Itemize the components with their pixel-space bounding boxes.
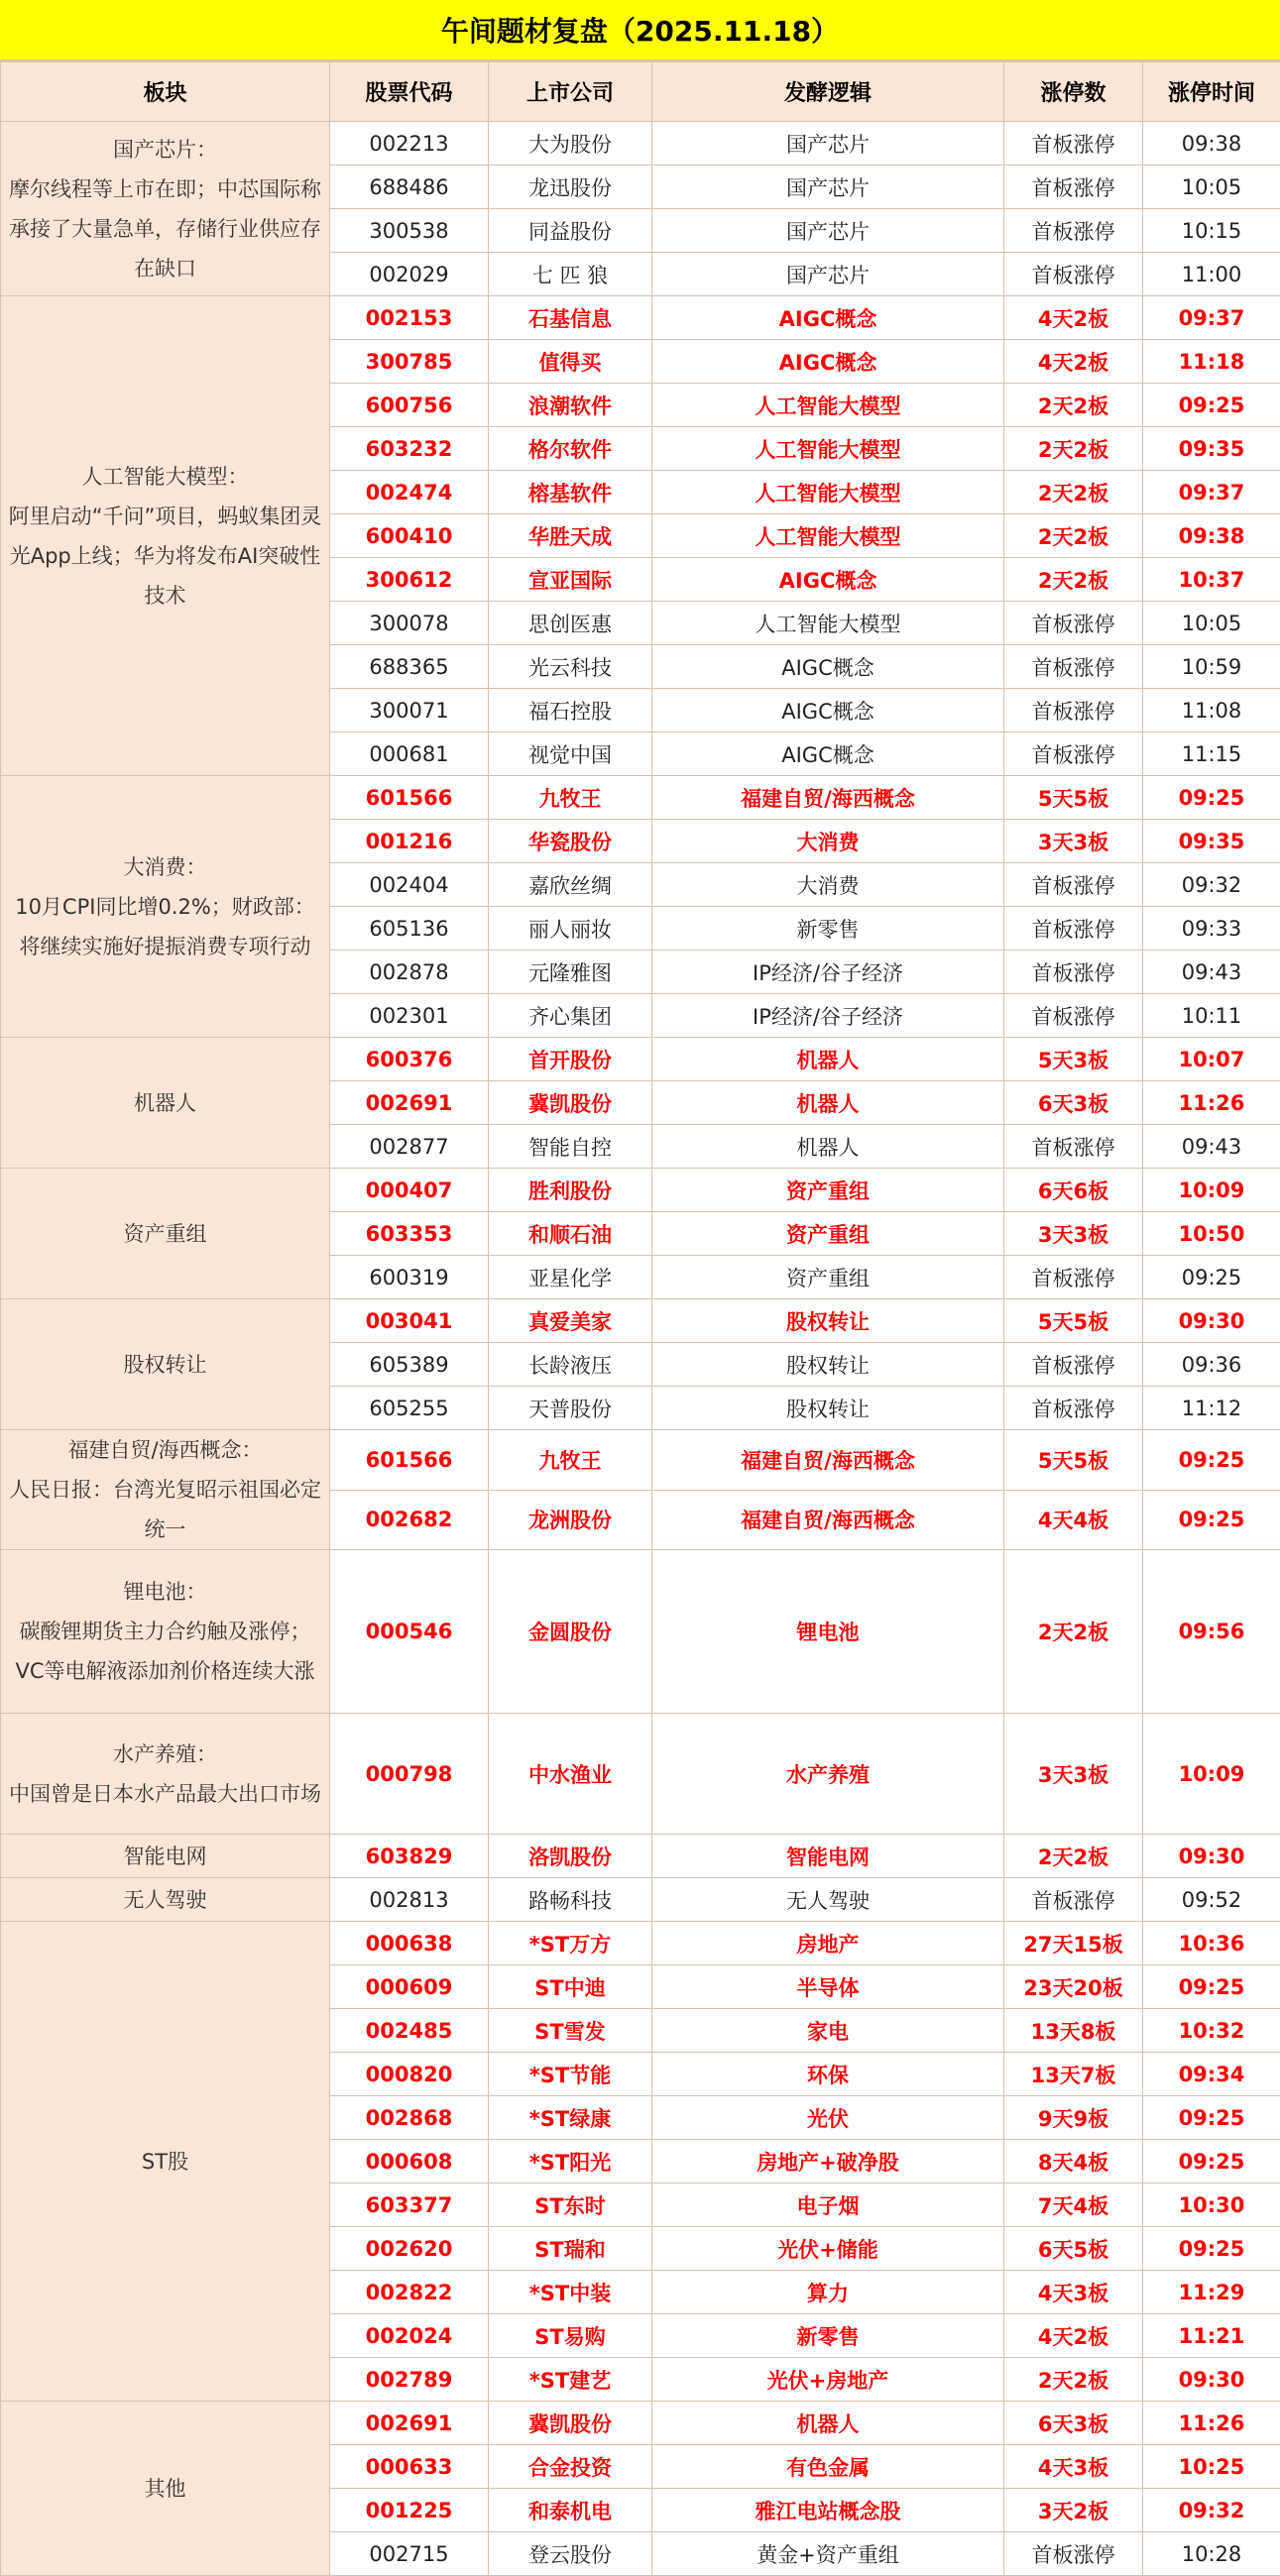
stock-code-cell: 300612 (330, 558, 489, 602)
sector-cell: 锂电池： 碳酸锂期货主力合约触及涨停；VC等电解液添加剂价格连续大涨 (1, 1550, 330, 1714)
stock-code-cell: 002813 (330, 1878, 489, 1922)
logic-cell: 福建自贸/海西概念 (652, 1430, 1004, 1491)
col-header-logic: 发酵逻辑 (652, 62, 1004, 122)
limit-up-time-cell: 10:07 (1143, 1038, 1280, 1081)
company-name-cell: 宣亚国际 (489, 558, 652, 602)
limit-up-count-cell: 首板涨停 (1004, 732, 1143, 776)
logic-cell: 锂电池 (652, 1550, 1004, 1714)
company-name-cell: 长龄液压 (489, 1343, 652, 1387)
logic-cell: 光伏 (652, 2096, 1004, 2140)
company-name-cell: 冀凯股份 (489, 2402, 652, 2445)
company-name-cell: 榕基软件 (489, 471, 652, 514)
logic-cell: 资产重组 (652, 1169, 1004, 1212)
limit-up-time-cell: 09:25 (1143, 1490, 1280, 1550)
company-name-cell: 丽人丽妆 (489, 907, 652, 951)
table-row (1, 1299, 1280, 1343)
limit-up-count-cell: 2天2板 (1004, 471, 1143, 514)
limit-up-time-cell: 09:34 (1143, 2053, 1280, 2096)
logic-cell: 智能电网 (652, 1835, 1004, 1878)
stock-code-cell: 300078 (330, 602, 489, 645)
sector-cell: 福建自贸/海西概念： 人民日报：台湾光复昭示祖国必定统一 (1, 1430, 330, 1550)
company-name-cell: 龙迅股份 (489, 166, 652, 209)
limit-up-time-cell: 09:25 (1143, 2140, 1280, 2184)
limit-up-time-cell: 09:25 (1143, 2096, 1280, 2140)
limit-up-time-cell: 09:25 (1143, 2227, 1280, 2271)
company-name-cell: 智能自控 (489, 1125, 652, 1169)
stock-code-cell: 002024 (330, 2314, 489, 2358)
table-row (1, 1169, 1280, 1212)
limit-up-count-cell: 23天20板 (1004, 1965, 1143, 2009)
limit-up-time-cell: 09:35 (1143, 820, 1280, 863)
stock-code-cell: 002620 (330, 2227, 489, 2271)
table-row (1, 1714, 1280, 1835)
logic-cell: 水产养殖 (652, 1714, 1004, 1835)
limit-up-time-cell: 09:30 (1143, 2358, 1280, 2402)
stock-code-cell: 300071 (330, 689, 489, 732)
company-name-cell: 元隆雅图 (489, 951, 652, 994)
limit-up-time-cell: 10:09 (1143, 1714, 1280, 1835)
company-name-cell: 福石控股 (489, 689, 652, 732)
limit-up-count-cell: 首板涨停 (1004, 209, 1143, 253)
limit-up-time-cell: 10:11 (1143, 994, 1280, 1038)
logic-cell: 股权转让 (652, 1387, 1004, 1430)
limit-up-time-cell: 10:50 (1143, 1212, 1280, 1256)
company-name-cell: 九牧王 (489, 776, 652, 820)
limit-up-time-cell: 10:37 (1143, 558, 1280, 602)
stock-code-cell: 603353 (330, 1212, 489, 1256)
limit-up-time-cell: 09:30 (1143, 1835, 1280, 1878)
logic-cell: 国产芯片 (652, 166, 1004, 209)
stock-code-cell: 601566 (330, 776, 489, 820)
stock-code-cell: 002213 (330, 122, 489, 166)
company-name-cell: 真爱美家 (489, 1299, 652, 1343)
col-header-company: 上市公司 (489, 62, 652, 122)
limit-up-time-cell: 10:32 (1143, 2009, 1280, 2053)
stock-code-cell: 002691 (330, 2402, 489, 2445)
table-row (1, 1430, 1280, 1491)
sector-cell: ST股 (1, 1922, 330, 2402)
limit-up-count-cell: 13天7板 (1004, 2053, 1143, 2096)
stock-code-cell: 000633 (330, 2445, 489, 2489)
company-name-cell: *ST绿康 (489, 2096, 652, 2140)
stock-code-cell: 002404 (330, 863, 489, 907)
company-name-cell: 洛凯股份 (489, 1835, 652, 1878)
limit-up-time-cell: 10:09 (1143, 1169, 1280, 1212)
limit-up-time-cell: 10:05 (1143, 166, 1280, 209)
limit-up-time-cell: 09:25 (1143, 384, 1280, 427)
limit-up-count-cell: 2天2板 (1004, 1550, 1143, 1714)
limit-up-time-cell: 09:25 (1143, 1430, 1280, 1491)
stock-code-cell: 000681 (330, 732, 489, 776)
logic-cell: 资产重组 (652, 1212, 1004, 1256)
table-row (1, 1922, 1280, 1965)
limit-up-count-cell: 5天5板 (1004, 776, 1143, 820)
limit-up-time-cell: 11:08 (1143, 689, 1280, 732)
col-header-time: 涨停时间 (1143, 62, 1280, 122)
logic-cell: AIGC概念 (652, 689, 1004, 732)
table-body (1, 122, 1280, 2576)
limit-up-time-cell: 10:30 (1143, 2184, 1280, 2227)
stock-code-cell: 002715 (330, 2532, 489, 2576)
limit-up-table (0, 61, 1280, 2576)
stock-code-cell: 000608 (330, 2140, 489, 2184)
table-row (1, 1550, 1280, 1714)
company-name-cell: 和泰机电 (489, 2489, 652, 2532)
stock-code-cell: 300538 (330, 209, 489, 253)
table-row (1, 122, 1280, 166)
limit-up-count-cell: 首板涨停 (1004, 2532, 1143, 2576)
limit-up-count-cell: 4天4板 (1004, 1490, 1143, 1550)
table-row (1, 1835, 1280, 1878)
limit-up-time-cell: 09:32 (1143, 863, 1280, 907)
company-name-cell: *ST阳光 (489, 2140, 652, 2184)
stock-code-cell: 000798 (330, 1714, 489, 1835)
company-name-cell: 路畅科技 (489, 1878, 652, 1922)
limit-up-count-cell: 5天5板 (1004, 1430, 1143, 1491)
logic-cell: 新零售 (652, 2314, 1004, 2358)
stock-code-cell: 605136 (330, 907, 489, 951)
company-name-cell: 亚星化学 (489, 1256, 652, 1299)
limit-up-time-cell: 09:33 (1143, 907, 1280, 951)
limit-up-time-cell: 10:28 (1143, 2532, 1280, 2576)
limit-up-count-cell: 首板涨停 (1004, 951, 1143, 994)
logic-cell: 机器人 (652, 1081, 1004, 1125)
table-row (1, 1878, 1280, 1922)
limit-up-count-cell: 9天9板 (1004, 2096, 1143, 2140)
limit-up-time-cell: 11:21 (1143, 2314, 1280, 2358)
logic-cell: 半导体 (652, 1965, 1004, 2009)
stock-code-cell: 002029 (330, 253, 489, 296)
limit-up-count-cell: 首板涨停 (1004, 602, 1143, 645)
limit-up-time-cell: 11:00 (1143, 253, 1280, 296)
limit-up-count-cell: 首板涨停 (1004, 1387, 1143, 1430)
stock-code-cell: 603829 (330, 1835, 489, 1878)
limit-up-count-cell: 13天8板 (1004, 2009, 1143, 2053)
table-row (1, 296, 1280, 340)
limit-up-count-cell: 6天3板 (1004, 1081, 1143, 1125)
limit-up-time-cell: 11:15 (1143, 732, 1280, 776)
stock-code-cell: 002691 (330, 1081, 489, 1125)
company-name-cell: 胜利股份 (489, 1169, 652, 1212)
limit-up-time-cell: 11:26 (1143, 2402, 1280, 2445)
logic-cell: AIGC概念 (652, 732, 1004, 776)
limit-up-count-cell: 5天3板 (1004, 1038, 1143, 1081)
logic-cell: 人工智能大模型 (652, 427, 1004, 471)
col-header-count: 涨停数 (1004, 62, 1143, 122)
table-header (1, 62, 1280, 122)
logic-cell: 国产芯片 (652, 253, 1004, 296)
stock-code-cell: 002877 (330, 1125, 489, 1169)
logic-cell: 资产重组 (652, 1256, 1004, 1299)
sector-cell: 智能电网 (1, 1835, 330, 1878)
limit-up-time-cell: 11:18 (1143, 340, 1280, 384)
logic-cell: 人工智能大模型 (652, 384, 1004, 427)
stock-code-cell: 605389 (330, 1343, 489, 1387)
limit-up-count-cell: 首板涨停 (1004, 1256, 1143, 1299)
limit-up-time-cell: 09:52 (1143, 1878, 1280, 1922)
sector-cell: 其他 (1, 2402, 330, 2576)
page-title: 午间题材复盘（2025.11.18） (0, 0, 1280, 61)
company-name-cell: 天普股份 (489, 1387, 652, 1430)
stock-code-cell: 002868 (330, 2096, 489, 2140)
limit-up-count-cell: 6天3板 (1004, 2402, 1143, 2445)
limit-up-time-cell: 09:36 (1143, 1343, 1280, 1387)
logic-cell: 福建自贸/海西概念 (652, 776, 1004, 820)
stock-code-cell: 003041 (330, 1299, 489, 1343)
stock-code-cell: 001225 (330, 2489, 489, 2532)
limit-up-count-cell: 首板涨停 (1004, 907, 1143, 951)
company-name-cell: ST雪发 (489, 2009, 652, 2053)
stock-code-cell: 002822 (330, 2271, 489, 2314)
stock-code-cell: 002682 (330, 1490, 489, 1550)
company-name-cell: 华胜天成 (489, 514, 652, 558)
limit-up-count-cell: 4天2板 (1004, 340, 1143, 384)
limit-up-time-cell: 09:35 (1143, 427, 1280, 471)
stock-code-cell: 600410 (330, 514, 489, 558)
logic-cell: AIGC概念 (652, 296, 1004, 340)
company-name-cell: 视觉中国 (489, 732, 652, 776)
stock-code-cell: 600376 (330, 1038, 489, 1081)
limit-up-count-cell: 7天4板 (1004, 2184, 1143, 2227)
logic-cell: 机器人 (652, 1038, 1004, 1081)
col-header-code: 股票代码 (330, 62, 489, 122)
limit-up-count-cell: 3天3板 (1004, 1212, 1143, 1256)
logic-cell: 算力 (652, 2271, 1004, 2314)
limit-up-time-cell: 09:32 (1143, 2489, 1280, 2532)
limit-up-count-cell: 3天3板 (1004, 820, 1143, 863)
limit-up-count-cell: 3天3板 (1004, 1714, 1143, 1835)
limit-up-time-cell: 10:59 (1143, 645, 1280, 689)
stock-code-cell: 002301 (330, 994, 489, 1038)
sector-cell: 资产重组 (1, 1169, 330, 1299)
stock-code-cell: 605255 (330, 1387, 489, 1430)
stock-code-cell: 600756 (330, 384, 489, 427)
limit-up-count-cell: 6天5板 (1004, 2227, 1143, 2271)
limit-up-time-cell: 10:15 (1143, 209, 1280, 253)
limit-up-time-cell: 11:26 (1143, 1081, 1280, 1125)
stock-code-cell: 000638 (330, 1922, 489, 1965)
limit-up-time-cell: 09:38 (1143, 122, 1280, 166)
company-name-cell: 中水渔业 (489, 1714, 652, 1835)
limit-up-time-cell: 09:25 (1143, 776, 1280, 820)
company-name-cell: *ST中装 (489, 2271, 652, 2314)
logic-cell: 福建自贸/海西概念 (652, 1490, 1004, 1550)
logic-cell: 人工智能大模型 (652, 514, 1004, 558)
limit-up-count-cell: 首板涨停 (1004, 863, 1143, 907)
sector-cell: 股权转让 (1, 1299, 330, 1430)
company-name-cell: 齐心集团 (489, 994, 652, 1038)
logic-cell: 机器人 (652, 1125, 1004, 1169)
limit-up-time-cell: 11:29 (1143, 2271, 1280, 2314)
header-row (1, 62, 1280, 122)
limit-up-count-cell: 2天2板 (1004, 1835, 1143, 1878)
stock-code-cell: 000407 (330, 1169, 489, 1212)
limit-up-time-cell: 09:37 (1143, 296, 1280, 340)
limit-up-count-cell: 4天2板 (1004, 2314, 1143, 2358)
company-name-cell: 合金投资 (489, 2445, 652, 2489)
logic-cell: 大消费 (652, 820, 1004, 863)
company-name-cell: 嘉欣丝绸 (489, 863, 652, 907)
limit-up-time-cell: 09:25 (1143, 1965, 1280, 2009)
limit-up-count-cell: 2天2板 (1004, 427, 1143, 471)
limit-up-time-cell: 09:38 (1143, 514, 1280, 558)
limit-up-count-cell: 首板涨停 (1004, 253, 1143, 296)
company-name-cell: 值得买 (489, 340, 652, 384)
company-name-cell: 九牧王 (489, 1430, 652, 1491)
company-name-cell: ST易购 (489, 2314, 652, 2358)
logic-cell: 大消费 (652, 863, 1004, 907)
sector-cell: 无人驾驶 (1, 1878, 330, 1922)
company-name-cell: 七 匹 狼 (489, 253, 652, 296)
company-name-cell: *ST万方 (489, 1922, 652, 1965)
logic-cell: 国产芯片 (652, 122, 1004, 166)
company-name-cell: 龙洲股份 (489, 1490, 652, 1550)
logic-cell: 光伏+房地产 (652, 2358, 1004, 2402)
stock-code-cell: 002878 (330, 951, 489, 994)
logic-cell: 新零售 (652, 907, 1004, 951)
stock-code-cell: 601566 (330, 1430, 489, 1491)
limit-up-time-cell: 09:56 (1143, 1550, 1280, 1714)
limit-up-count-cell: 首板涨停 (1004, 645, 1143, 689)
limit-up-count-cell: 2天2板 (1004, 384, 1143, 427)
stock-code-cell: 688365 (330, 645, 489, 689)
stock-code-cell: 000609 (330, 1965, 489, 2009)
stock-code-cell: 002474 (330, 471, 489, 514)
company-name-cell: 同益股份 (489, 209, 652, 253)
limit-up-time-cell: 10:36 (1143, 1922, 1280, 1965)
limit-up-count-cell: 5天5板 (1004, 1299, 1143, 1343)
limit-up-time-cell: 09:43 (1143, 951, 1280, 994)
limit-up-count-cell: 首板涨停 (1004, 1343, 1143, 1387)
logic-cell: AIGC概念 (652, 558, 1004, 602)
limit-up-count-cell: 27天15板 (1004, 1922, 1143, 1965)
stock-code-cell: 001216 (330, 820, 489, 863)
limit-up-count-cell: 3天2板 (1004, 2489, 1143, 2532)
logic-cell: IP经济/谷子经济 (652, 951, 1004, 994)
company-name-cell: 首开股份 (489, 1038, 652, 1081)
logic-cell: AIGC概念 (652, 340, 1004, 384)
logic-cell: 国产芯片 (652, 209, 1004, 253)
limit-up-count-cell: 首板涨停 (1004, 994, 1143, 1038)
sector-cell: 大消费： 10月CPI同比增0.2%；财政部：将继续实施好提振消费专项行动 (1, 776, 330, 1038)
logic-cell: 电子烟 (652, 2184, 1004, 2227)
logic-cell: 家电 (652, 2009, 1004, 2053)
logic-cell: 环保 (652, 2053, 1004, 2096)
limit-up-time-cell: 10:25 (1143, 2445, 1280, 2489)
stock-code-cell: 600319 (330, 1256, 489, 1299)
stock-code-cell: 300785 (330, 340, 489, 384)
company-name-cell: 和顺石油 (489, 1212, 652, 1256)
sector-cell: 水产养殖： 中国曾是日本水产品最大出口市场 (1, 1714, 330, 1835)
limit-up-count-cell: 首板涨停 (1004, 1125, 1143, 1169)
stock-code-cell: 002153 (330, 296, 489, 340)
limit-up-count-cell: 首板涨停 (1004, 166, 1143, 209)
company-name-cell: 金圆股份 (489, 1550, 652, 1714)
company-name-cell: *ST节能 (489, 2053, 652, 2096)
company-name-cell: 石基信息 (489, 296, 652, 340)
company-name-cell: 冀凯股份 (489, 1081, 652, 1125)
stock-code-cell: 002789 (330, 2358, 489, 2402)
stock-code-cell: 000820 (330, 2053, 489, 2096)
company-name-cell: ST中迪 (489, 1965, 652, 2009)
company-name-cell: 华瓷股份 (489, 820, 652, 863)
logic-cell: 股权转让 (652, 1343, 1004, 1387)
logic-cell: 机器人 (652, 2402, 1004, 2445)
limit-up-time-cell: 09:37 (1143, 471, 1280, 514)
company-name-cell: 光云科技 (489, 645, 652, 689)
limit-up-count-cell: 8天4板 (1004, 2140, 1143, 2184)
stock-code-cell: 000546 (330, 1550, 489, 1714)
limit-up-count-cell: 6天6板 (1004, 1169, 1143, 1212)
company-name-cell: 登云股份 (489, 2532, 652, 2576)
sector-cell: 国产芯片： 摩尔线程等上市在即；中芯国际称承接了大量急单，存储行业供应存在缺口 (1, 122, 330, 296)
logic-cell: 光伏+储能 (652, 2227, 1004, 2271)
limit-up-count-cell: 2天2板 (1004, 558, 1143, 602)
company-name-cell: 格尔软件 (489, 427, 652, 471)
logic-cell: 雅江电站概念股 (652, 2489, 1004, 2532)
logic-cell: 股权转让 (652, 1299, 1004, 1343)
limit-up-count-cell: 4天3板 (1004, 2445, 1143, 2489)
table-row (1, 776, 1280, 820)
table-row (1, 1038, 1280, 1081)
limit-up-time-cell: 09:30 (1143, 1299, 1280, 1343)
sector-cell: 人工智能大模型： 阿里启动“千问”项目，蚂蚁集团灵光App上线；华为将发布AI突破性技术 (1, 296, 330, 776)
limit-up-count-cell: 2天2板 (1004, 514, 1143, 558)
limit-up-count-cell: 首板涨停 (1004, 122, 1143, 166)
logic-cell: 无人驾驶 (652, 1878, 1004, 1922)
col-header-sector: 板块 (1, 62, 330, 122)
stock-code-cell: 688486 (330, 166, 489, 209)
limit-up-time-cell: 11:12 (1143, 1387, 1280, 1430)
stock-code-cell: 603232 (330, 427, 489, 471)
company-name-cell: 思创医惠 (489, 602, 652, 645)
company-name-cell: 大为股份 (489, 122, 652, 166)
logic-cell: IP经济/谷子经济 (652, 994, 1004, 1038)
stock-code-cell: 603377 (330, 2184, 489, 2227)
company-name-cell: 浪潮软件 (489, 384, 652, 427)
company-name-cell: ST东时 (489, 2184, 652, 2227)
logic-cell: 人工智能大模型 (652, 471, 1004, 514)
limit-up-time-cell: 09:25 (1143, 1256, 1280, 1299)
logic-cell: 人工智能大模型 (652, 602, 1004, 645)
logic-cell: 房地产 (652, 1922, 1004, 1965)
sector-cell: 机器人 (1, 1038, 330, 1169)
limit-up-time-cell: 09:43 (1143, 1125, 1280, 1169)
limit-up-count-cell: 首板涨停 (1004, 1878, 1143, 1922)
limit-up-count-cell: 4天3板 (1004, 2271, 1143, 2314)
limit-up-count-cell: 首板涨停 (1004, 689, 1143, 732)
limit-up-count-cell: 2天2板 (1004, 2358, 1143, 2402)
limit-up-time-cell: 10:05 (1143, 602, 1280, 645)
company-name-cell: ST瑞和 (489, 2227, 652, 2271)
logic-cell: AIGC概念 (652, 645, 1004, 689)
company-name-cell: *ST建艺 (489, 2358, 652, 2402)
stock-code-cell: 002485 (330, 2009, 489, 2053)
table-row (1, 2402, 1280, 2445)
logic-cell: 黄金+资产重组 (652, 2532, 1004, 2576)
logic-cell: 有色金属 (652, 2445, 1004, 2489)
limit-up-count-cell: 4天2板 (1004, 296, 1143, 340)
logic-cell: 房地产+破净股 (652, 2140, 1004, 2184)
